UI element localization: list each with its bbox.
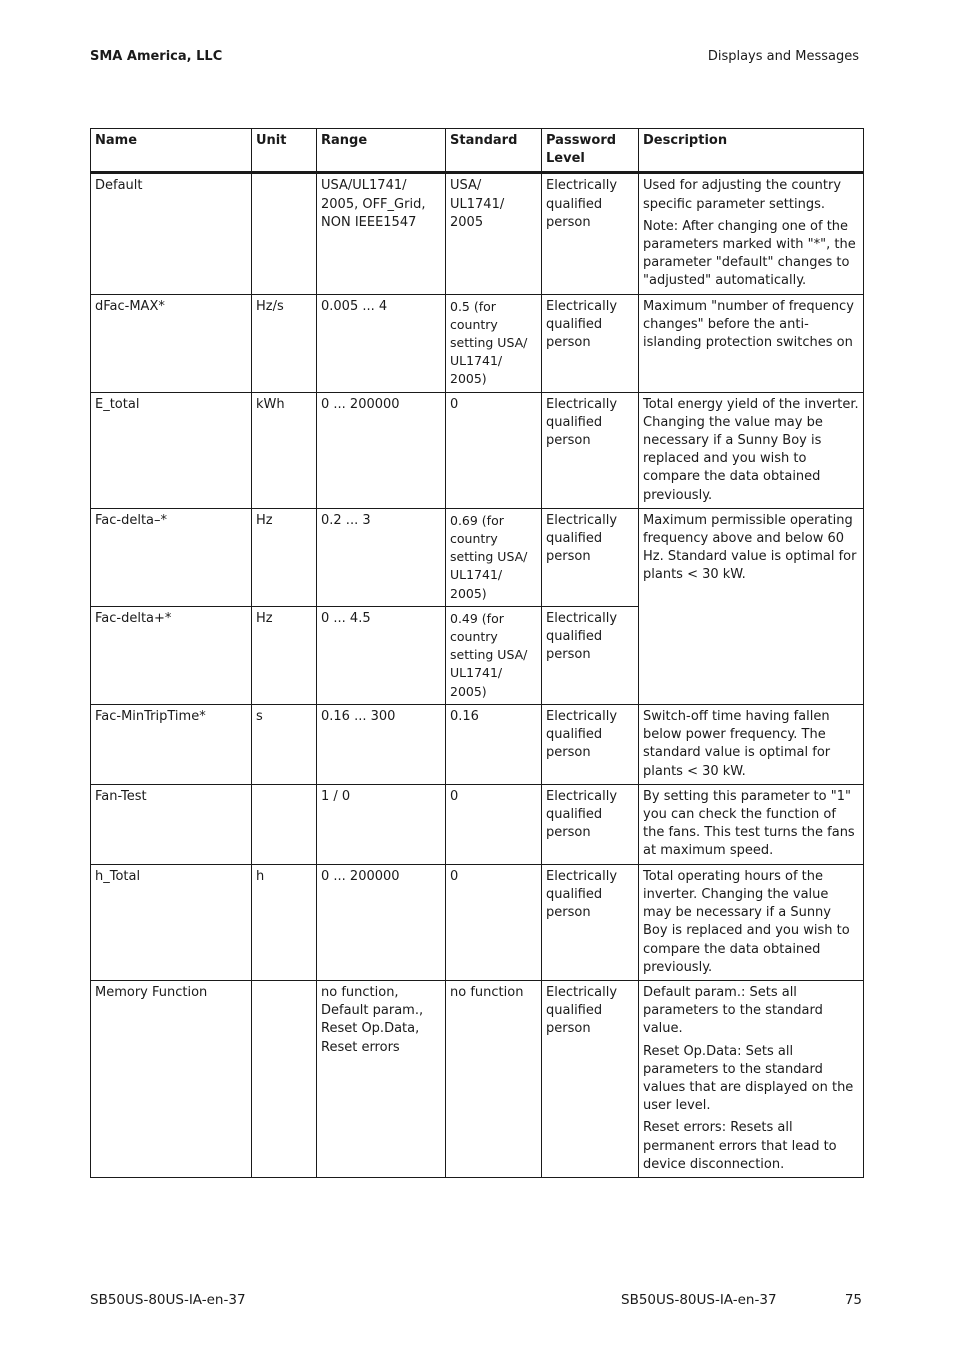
cell-description [639, 294, 864, 392]
description-paragraph: Total operating hours of the inverter. Changing the value may be necessary if a Sunny Boy is replaced and you wish to compare the data obtained previously. [643, 868, 850, 975]
table-row [91, 784, 864, 864]
cell-password-level: Electrically qualified person [542, 980, 639, 1177]
table-header-row [91, 129, 864, 173]
description-paragraph: Reset Op.Data: Sets all parameters to the standard values that are displayed on the user level. [643, 1043, 854, 1114]
page-number: 75 [844, 1292, 862, 1308]
description-paragraph: Total energy yield of the inverter. Changing the value may be necessary if a Sunny Boy is replaced and you wish to compare the data obtained previously. [643, 396, 859, 503]
cell-unit [252, 173, 317, 294]
cell-standard: no function [446, 980, 542, 1177]
table-row [91, 704, 864, 784]
cell-password-level: Electrically qualified person [542, 173, 639, 294]
cell-password-level: Electrically qualified person [542, 704, 639, 784]
cell-name: Fac-delta+* [91, 606, 252, 704]
cell-range: 0.005 ... 4 [317, 294, 446, 392]
column-header-password-level: Password Level [542, 129, 639, 173]
cell-unit: Hz [252, 508, 317, 606]
cell-name: Fan-Test [91, 784, 252, 864]
cell-standard: USA/ UL1741/ 2005 [446, 173, 542, 294]
description-paragraph: Reset errors: Resets all permanent errors that lead to device disconnection. [643, 1120, 837, 1172]
cell-standard: 0 [446, 864, 542, 980]
cell-unit: Hz [252, 606, 317, 704]
table-row [91, 508, 864, 606]
description-paragraph: Switch-off time having fallen below power frequency. The standard value is optimal for plants < 30 kW. [643, 708, 831, 779]
cell-unit: h [252, 864, 317, 980]
cell-range: 0 ... 200000 [317, 392, 446, 508]
cell-description [639, 392, 864, 508]
cell-standard: 0.69 (for country setting USA/ UL1741/ 2005) [446, 508, 542, 606]
column-header-range: Range [317, 129, 446, 173]
cell-unit [252, 784, 317, 864]
description-paragraph: Maximum "number of frequency changes" before the anti-islanding protection switches on [643, 298, 854, 351]
cell-password-level: Electrically qualified person [542, 606, 639, 704]
table-row [91, 864, 864, 980]
cell-description [639, 173, 864, 294]
description-paragraph: By setting this parameter to "1" you can check the function of the fans. This test turns the fans at maximum speed. [643, 788, 855, 859]
cell-password-level: Electrically qualified person [542, 864, 639, 980]
column-header-standard: Standard [446, 129, 542, 173]
footer-doc-id: SB50US-80US-IA-en-37 [90, 1292, 246, 1308]
cell-name: Memory Function [91, 980, 252, 1177]
description-paragraph: Note: After changing one of the parameters marked with "*", the parameter "default" changes to "adjusted" automatically. [643, 218, 856, 289]
column-header-description: Description [639, 129, 864, 173]
cell-password-level: Electrically qualified person [542, 508, 639, 606]
cell-unit [252, 980, 317, 1177]
table-row [91, 294, 864, 392]
cell-password-level: Electrically qualified person [542, 392, 639, 508]
cell-unit: s [252, 704, 317, 784]
cell-range: 0 ... 200000 [317, 864, 446, 980]
header-section: Displays and Messages [707, 49, 859, 64]
table-row [91, 392, 864, 508]
description-paragraph: Maximum permissible operating frequency above and below 60 Hz. Standard value is optimal for plants < 30 kW. [643, 512, 857, 583]
cell-name: Fac-delta–* [91, 508, 252, 606]
cell-range: 0.2 ... 3 [317, 508, 446, 606]
cell-standard: 0.49 (for country setting USA/ UL1741/ 2005) [446, 606, 542, 704]
cell-standard: 0 [446, 392, 542, 508]
cell-range: USA/UL1741/ 2005, OFF_Grid, NON IEEE1547 [317, 173, 446, 294]
cell-standard: 0.16 [446, 704, 542, 784]
table-row [91, 980, 864, 1177]
column-header-unit: Unit [252, 129, 317, 173]
cell-standard: 0 [446, 784, 542, 864]
cell-range: 1 / 0 [317, 784, 446, 864]
cell-standard: 0.5 (for country setting USA/ UL1741/ 2005) [446, 294, 542, 392]
cell-name: h_Total [91, 864, 252, 980]
cell-name: dFac-MAX* [91, 294, 252, 392]
cell-name: Default [91, 173, 252, 294]
cell-unit: kWh [252, 392, 317, 508]
header-company: SMA America, LLC [90, 49, 223, 64]
description-paragraph: Default param.: Sets all parameters to the standard value. [643, 984, 823, 1037]
parameter-table [90, 128, 864, 1178]
cell-range: no function, Default param., Reset Op.Data, Reset errors [317, 980, 446, 1177]
cell-range: 0.16 ... 300 [317, 704, 446, 784]
cell-name: Fac-MinTripTime* [91, 704, 252, 784]
cell-unit: Hz/s [252, 294, 317, 392]
footer-doc-id-right: SB50US-80US-IA-en-37 [621, 1292, 777, 1308]
cell-description [639, 864, 864, 980]
cell-description [639, 980, 864, 1177]
cell-range: 0 ... 4.5 [317, 606, 446, 704]
cell-password-level: Electrically qualified person [542, 294, 639, 392]
cell-description [639, 784, 864, 864]
cell-password-level: Electrically qualified person [542, 784, 639, 864]
column-header-name: Name [91, 129, 252, 173]
table-row [91, 173, 864, 294]
cell-description [639, 704, 864, 784]
cell-name: E_total [91, 392, 252, 508]
description-paragraph: Used for adjusting the country specific parameter settings. [643, 178, 842, 212]
cell-description [639, 508, 864, 704]
